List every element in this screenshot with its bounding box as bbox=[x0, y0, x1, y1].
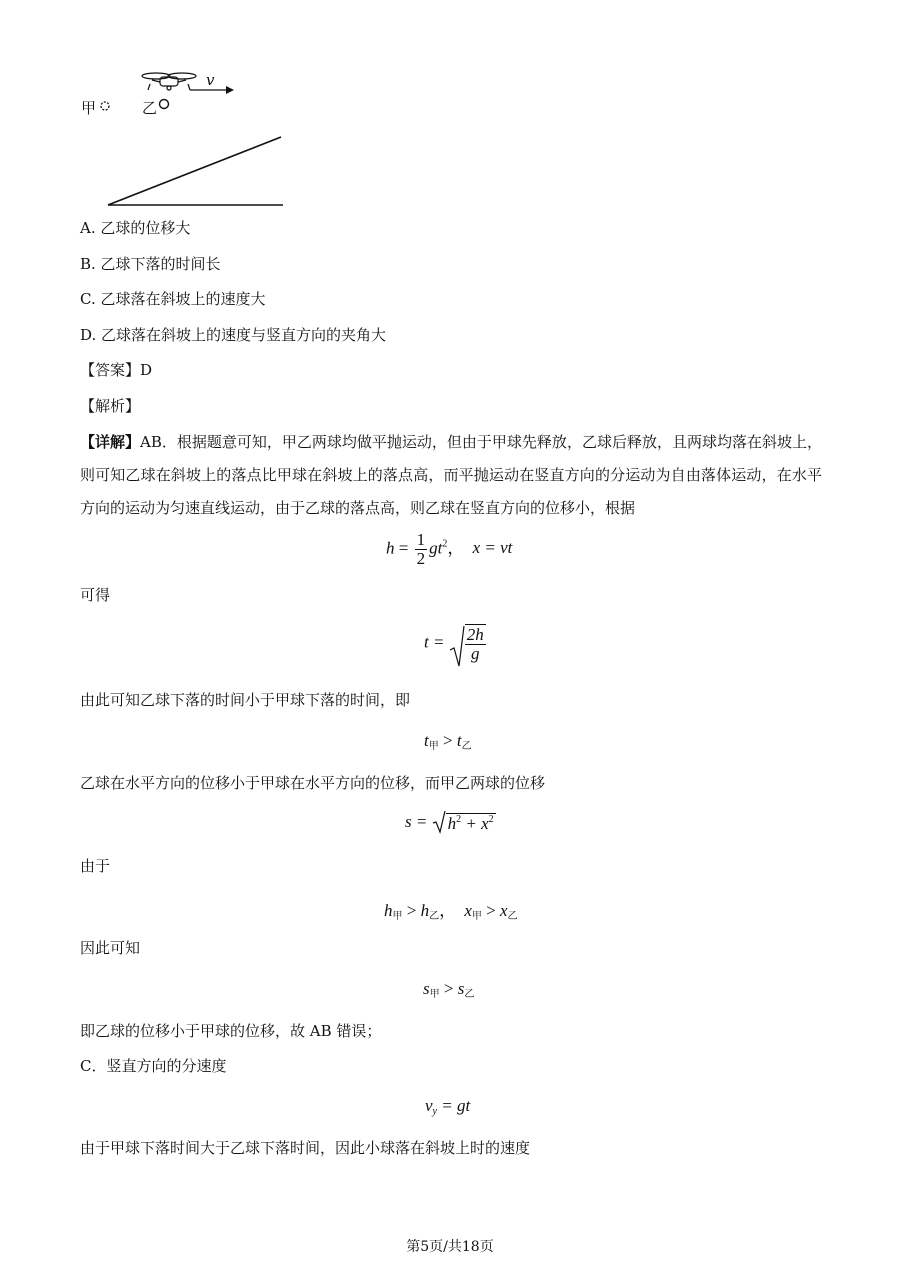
drone-icon bbox=[142, 73, 196, 90]
slope-figure bbox=[78, 66, 298, 212]
line-jiyi: 即乙球的位移小于甲球的位移，故 AB 错误； bbox=[80, 1022, 382, 1040]
answer-line: 【答案】D bbox=[80, 361, 153, 379]
arrow-head-icon bbox=[226, 86, 234, 94]
ball-yi-label: 乙 bbox=[142, 99, 158, 117]
detail-paragraph bbox=[80, 426, 822, 525]
equation-s-sqrt: s = $h^2 + x^2$ bbox=[405, 812, 494, 833]
line-youci: 由此可知乙球下落的时间小于甲球下落的时间，即 bbox=[80, 691, 411, 709]
line-youyu: 由于 bbox=[80, 857, 111, 875]
velocity-label: v bbox=[206, 71, 215, 89]
equation-h-x-compare: $h_甲 > h_乙$， $x_甲 > x_乙$ bbox=[384, 901, 518, 922]
equation-h-x: h = $\frac{1}{2}$ $gt^2$， x = vt bbox=[386, 530, 513, 568]
detail-label: 【详解】 bbox=[80, 433, 141, 451]
fraction-one-half: $\frac{1}{2}$ bbox=[416, 530, 426, 568]
line-last: 由于甲球下落时间大于乙球下落时间，因此小球落在斜坡上时的速度 bbox=[80, 1139, 531, 1157]
physics-figure bbox=[78, 66, 298, 212]
option-b: B. 乙球下落的时间长 bbox=[80, 255, 221, 273]
sqrt-symbol: $\frac{2h}{g}$ bbox=[449, 624, 488, 663]
analysis-heading: 【解析】 bbox=[80, 397, 141, 415]
ball-jia-icon bbox=[101, 102, 109, 110]
option-d: D. 乙球落在斜坡上的速度与竖直方向的夹角大 bbox=[80, 326, 387, 344]
line-kede: 可得 bbox=[80, 586, 111, 604]
ball-jia-label: 甲 bbox=[81, 99, 97, 117]
equation-s-compare: $s_甲 > s_乙$ bbox=[423, 979, 475, 1000]
equation-t-compare: $t_甲 > t_乙$ bbox=[424, 731, 472, 752]
line-yiqiu: 乙球在水平方向的位移小于甲球在水平方向的位移，而甲乙两球的位移 bbox=[80, 774, 546, 792]
detail-text: AB．根据题意可知，甲乙两球均做平抛运动，但由于甲球先释放，乙球后释放，且两球均落在斜坡上，则可知乙球在斜坡上的落点比甲球在斜坡上的落点高，而平抛运动在竖直方向的分运动为自由落体运动，在水平方向的运动为匀速直线运动，由于乙球的落点高，则乙球在竖直方向的位移小，根据 bbox=[80, 433, 822, 517]
line-c-label: C．竖直方向的分速度 bbox=[80, 1057, 227, 1075]
line-yinci: 因此可知 bbox=[80, 939, 141, 957]
option-c: C. 乙球落在斜坡上的速度大 bbox=[80, 290, 266, 308]
equation-t-sqrt: t = $\frac{2h}{g}$ bbox=[424, 624, 488, 663]
equation-vy: $v_y$ = gt bbox=[425, 1096, 471, 1117]
option-a: A. 乙球的位移大 bbox=[80, 219, 191, 237]
slope-line bbox=[108, 137, 281, 205]
sqrt-symbol-2: $h^2 + x^2$ bbox=[432, 813, 496, 834]
page-footer: 第5页/共18页 bbox=[406, 1239, 494, 1255]
ball-yi-icon bbox=[160, 100, 169, 109]
